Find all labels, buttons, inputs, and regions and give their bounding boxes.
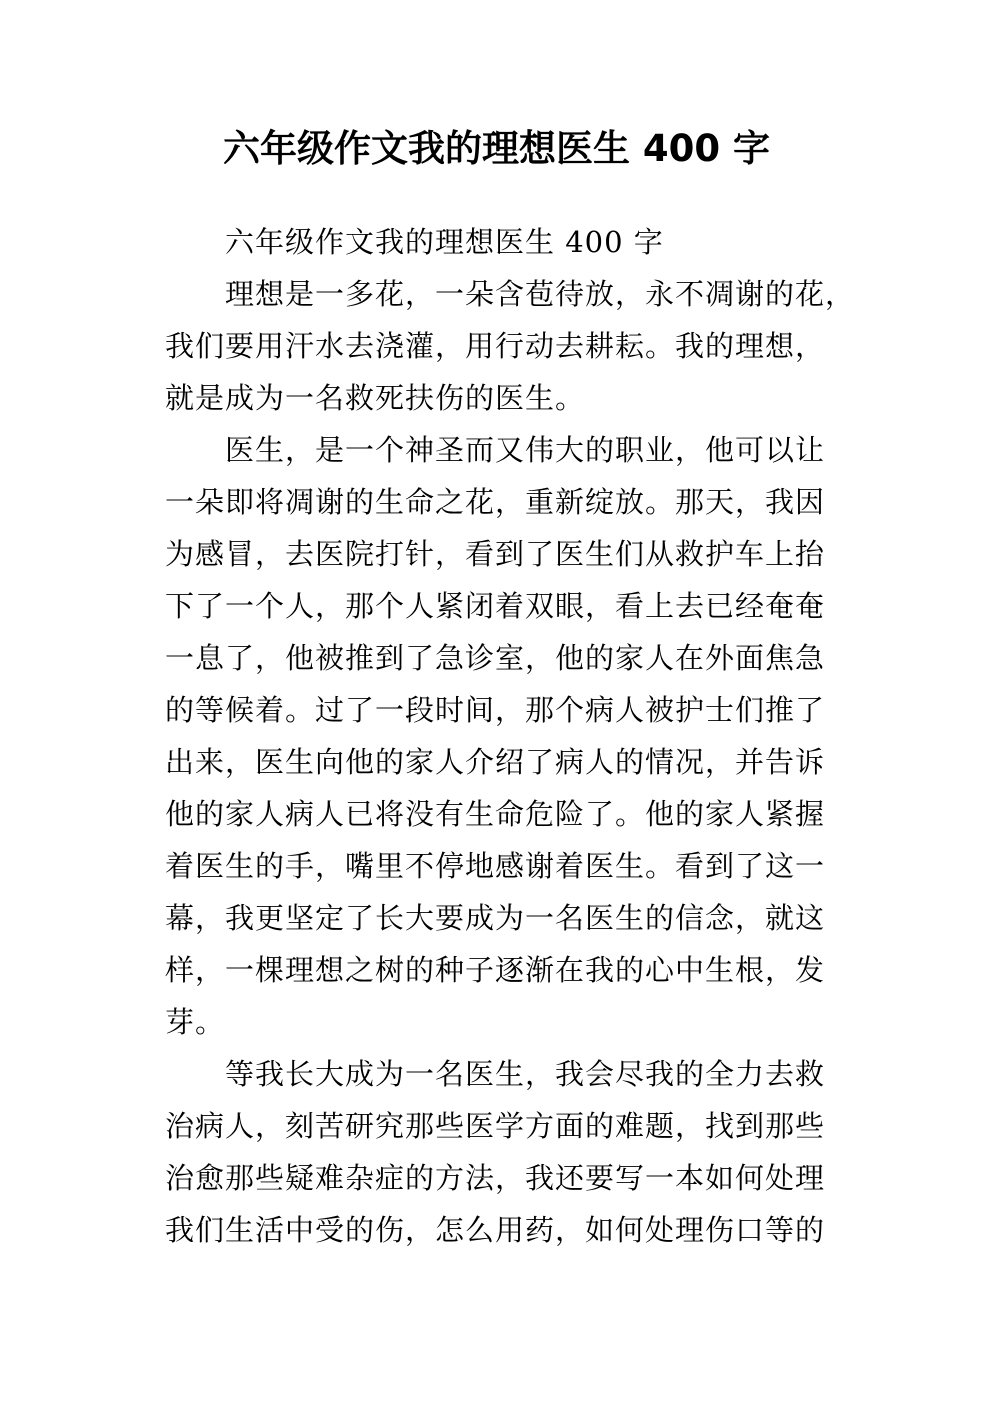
paragraph-2-line-12: 芽。 — [165, 1005, 226, 1039]
paragraph-2-line-9: 着医生的手，嘴里不停地感谢着医生。看到了这一 — [165, 849, 826, 883]
paragraph-3-line-3: 治愈那些疑难杂症的方法，我还要写一本如何处理 — [165, 1161, 826, 1195]
paragraph-2-line-10: 幕，我更坚定了长大要成为一名医生的信念，就这 — [165, 901, 826, 935]
paragraph-1-line-3: 就是成为一名救死扶伤的医生。 — [165, 381, 586, 415]
paragraph-1-line-1: 理想是一多花，一朵含苞待放，永不凋谢的花， — [225, 277, 856, 311]
paragraph-2-line-1: 医生，是一个神圣而又伟大的职业，他可以让 — [225, 433, 826, 467]
paragraph-2-line-3: 为感冒，去医院打针，看到了医生们从救护车上抬 — [165, 537, 826, 571]
paragraph-2-line-7: 出来，医生向他的家人介绍了病人的情况，并告诉 — [165, 745, 826, 779]
document-title: 六年级作文我的理想医生 400 字 — [223, 127, 770, 170]
paragraph-2-line-4: 下了一个人，那个人紧闭着双眼，看上去已经奄奄 — [165, 589, 826, 623]
paragraph-2-line-2: 一朵即将凋谢的生命之花，重新绽放。那天，我因 — [165, 485, 826, 519]
paragraph-2-line-8: 他的家人病人已将没有生命危险了。他的家人紧握 — [165, 797, 826, 831]
paragraph-3-line-1: 等我长大成为一名医生，我会尽我的全力去救 — [225, 1057, 826, 1091]
paragraph-3-line-4: 我们生活中受的伤，怎么用药，如何处理伤口等的 — [165, 1213, 826, 1247]
document-body — [165, 216, 856, 1256]
paragraph-3-line-2: 治病人，刻苦研究那些医学方面的难题，找到那些 — [165, 1109, 826, 1143]
body-heading-line: 六年级作文我的理想医生 400 字 — [225, 225, 664, 259]
paragraph-2-line-5: 一息了，他被推到了急诊室，他的家人在外面焦急 — [165, 641, 826, 675]
paragraph-1-line-2: 我们要用汗水去浇灌，用行动去耕耘。我的理想， — [165, 329, 826, 363]
paragraph-2-line-11: 样，一棵理想之树的种子逐渐在我的心中生根，发 — [165, 953, 826, 987]
paragraph-2-line-6: 的等候着。过了一段时间，那个病人被护士们推了 — [165, 693, 826, 727]
